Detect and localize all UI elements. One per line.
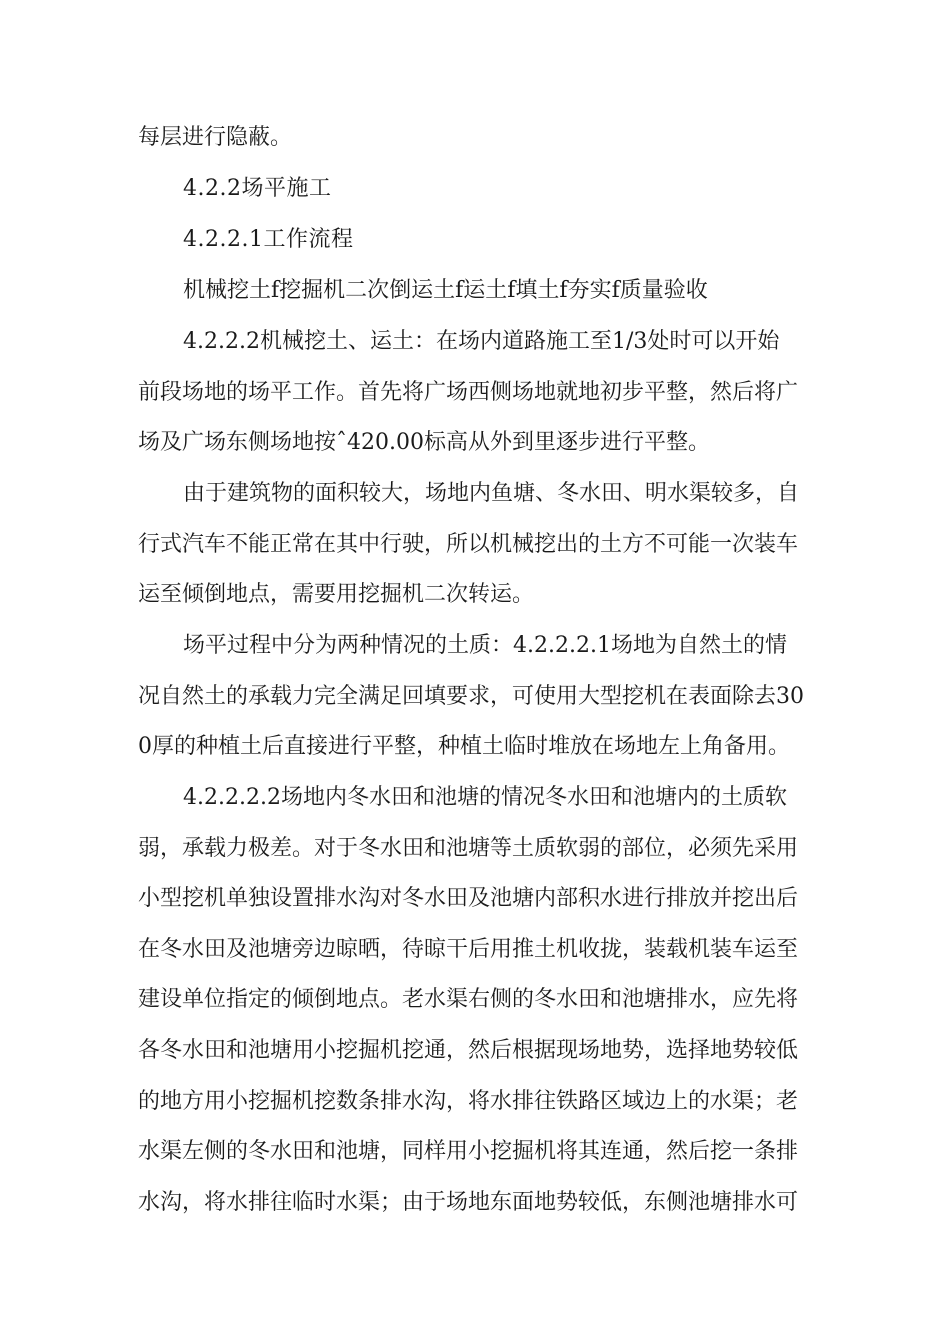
paragraph-line: 4.2.2.2.2场地内冬水田和池塘的情况冬水田和池塘内的土质软 bbox=[183, 785, 787, 810]
paragraph-line: 前段场地的场平工作。首先将广场西侧场地就地初步平整，然后将广 bbox=[138, 380, 799, 405]
paragraph-line: 场及广场东侧场地按ˆ420.00标高从外到里逐步进行平整。 bbox=[138, 430, 710, 455]
paragraph-line: 的地方用小挖掘机挖数条排水沟，将水排往铁路区域边上的水渠；老 bbox=[138, 1089, 799, 1114]
section-heading: 4.2.2场平施工 bbox=[183, 176, 332, 201]
paragraph-line: 运至倾倒地点，需要用挖掘机二次转运。 bbox=[138, 582, 535, 607]
paragraph-line: 小型挖机单独设置排水沟对冬水田及池塘内部积水进行排放并挖出后 bbox=[138, 886, 799, 911]
paragraph-line: 建设单位指定的倾倒地点。老水渠右侧的冬水田和池塘排水，应先将 bbox=[138, 987, 799, 1012]
paragraph-line: 由于建筑物的面积较大，场地内鱼塘、冬水田、明水渠较多，自 bbox=[183, 481, 800, 506]
paragraph-line: 各冬水田和池塘用小挖掘机挖通，然后根据现场地势，选择地势较低 bbox=[138, 1038, 799, 1063]
paragraph-line: 在冬水田及池塘旁边晾晒，待晾干后用推土机收拢，装载机装车运至 bbox=[138, 937, 799, 962]
paragraph-line: 况自然土的承载力完全满足回填要求，可使用大型挖机在表面除去30 bbox=[138, 684, 804, 709]
paragraph-line: 0厚的种植土后直接进行平整，种植土临时堆放在场地左上角备用。 bbox=[138, 734, 790, 759]
paragraph-line: 弱，承载力极差。对于冬水田和池塘等土质软弱的部位，必须先采用 bbox=[138, 836, 799, 861]
workflow-line: 机械挖土f挖掘机二次倒运土f运土f填土f夯实f质量验收 bbox=[183, 278, 708, 303]
paragraph-line: 水渠左侧的冬水田和池塘，同样用小挖掘机将其连通，然后挖一条排 bbox=[138, 1139, 799, 1164]
paragraph-line: 行式汽车不能正常在其中行驶，所以机械挖出的土方不可能一次装车 bbox=[138, 532, 799, 557]
paragraph-line: 4.2.2.2机械挖土、运土：在场内道路施工至1/3处时可以开始 bbox=[183, 329, 780, 354]
paragraph-line: 水沟，将水排往临时水渠；由于场地东面地势较低，东侧池塘排水可 bbox=[138, 1190, 799, 1215]
paragraph-line: 场平过程中分为两种情况的土质：4.2.2.2.1场地为自然土的情 bbox=[183, 633, 787, 658]
paragraph-line: 每层进行隐蔽。 bbox=[138, 125, 293, 150]
subsection-heading: 4.2.2.1工作流程 bbox=[183, 227, 354, 252]
